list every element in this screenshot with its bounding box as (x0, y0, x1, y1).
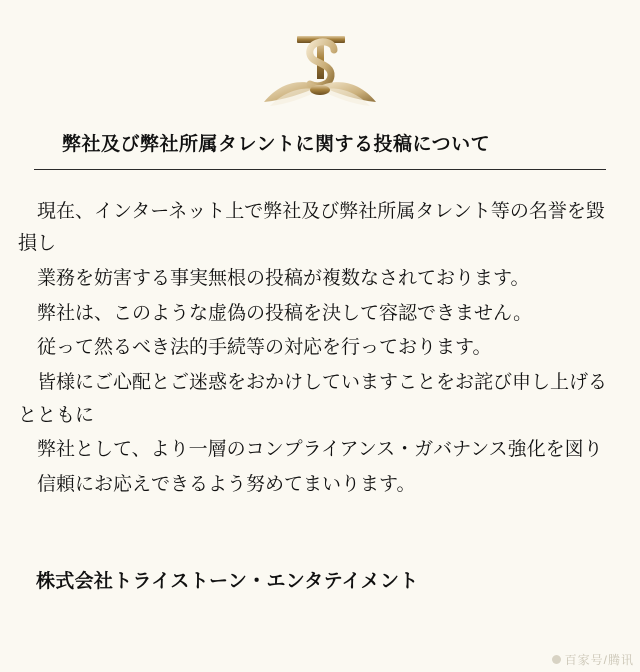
watermark-dot-icon (552, 655, 561, 664)
title-block (34, 132, 606, 170)
paragraph: 業務を妨害する事実無根の投稿が複数なされております。 (18, 267, 530, 289)
watermark-label: 百家号/腾讯 (564, 653, 634, 667)
paragraph: 現在、インターネット上で弊社及び弊社所属タレント等の名誉を毀損し (18, 200, 605, 255)
company-signature: 株式会社トライストーン・エンタテイメント (36, 570, 419, 592)
paragraph: 信頼にお応えできるよう努めてまいります。 (18, 473, 416, 495)
paragraph: 弊社として、より一層のコンプライアンス・ガバナンス強化を図り (18, 439, 603, 461)
body-text (18, 196, 622, 502)
watermark (552, 651, 634, 668)
paragraph: 皆様にご心配とご迷惑をおかけしていますことをお詫び申し上げるとともに (18, 371, 608, 426)
tristone-entertainment-logo (250, 24, 390, 120)
page-title: 弊社及び弊社所属タレントに関する投稿について (62, 134, 491, 155)
logo-area (0, 0, 640, 120)
paragraph: 従って然るべき法的手続等の対応を行っております。 (18, 337, 492, 359)
paragraph: 弊社は、このような虚偽の投稿を決して容認できません。 (18, 302, 533, 324)
